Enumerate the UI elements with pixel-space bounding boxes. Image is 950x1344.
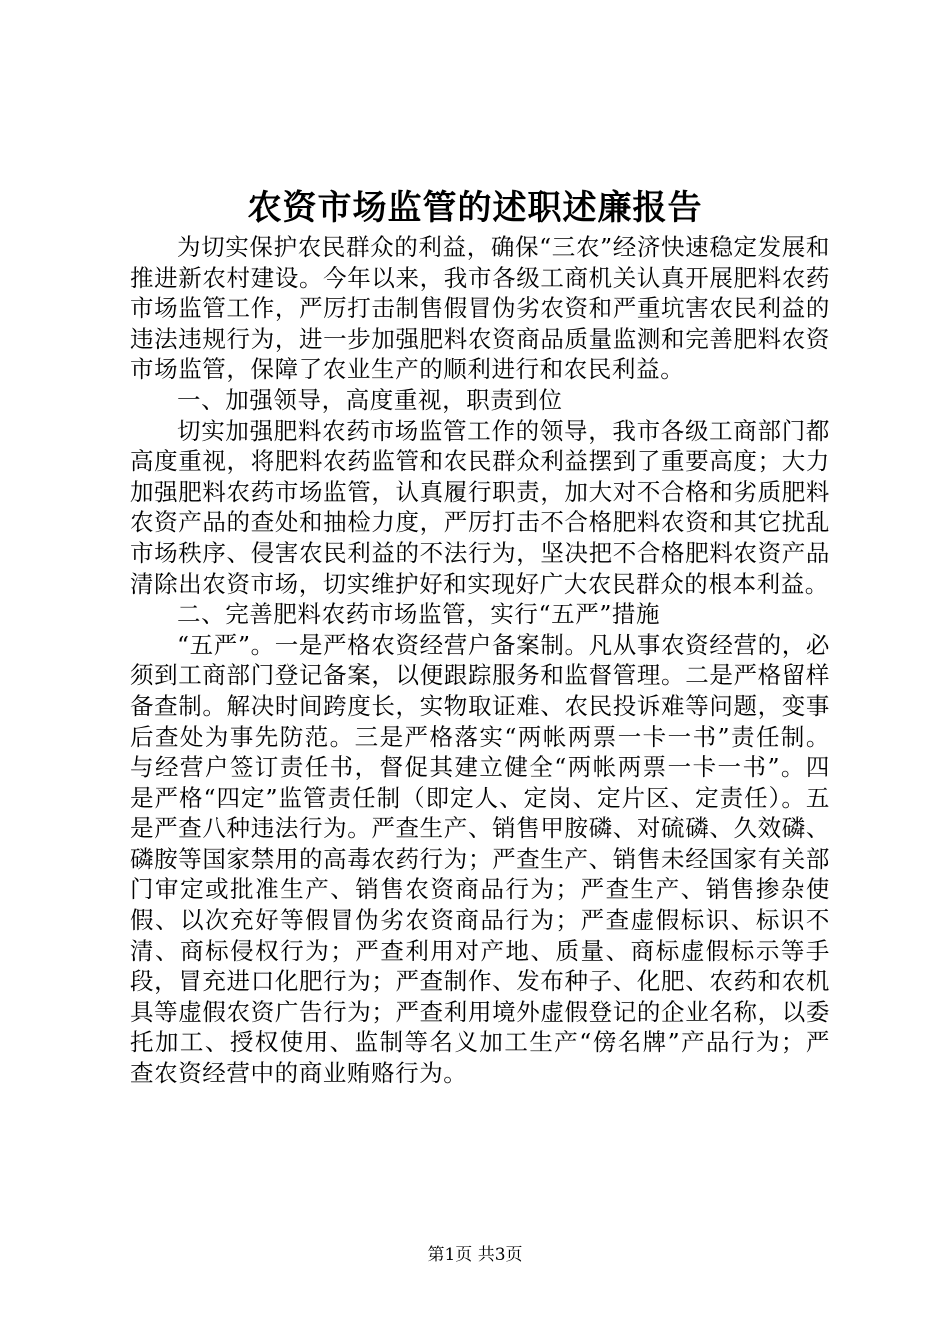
section-heading-1: 一、加强领导，高度重视，职责到位: [177, 385, 563, 414]
section-heading-2: 二、完善肥料农药市场监管，实行“五严”措施: [177, 600, 661, 629]
document-body: [130, 232, 830, 1089]
paragraph-section-2: “五严”。一是严格农资经营户备案制。凡从事农资经营的，必须到工商部门登记备案，以便跟踪服务和监督管理。二是严格留样备查制。解决时间跨度长，实物取证难、农民投诉难等问题，变事后查处为事先防范。三是严格落实“两帐两票一卡一书”责任制。与经营户签订责任书，督促其建立健全“两帐两票一卡一书”。四是严格“四定”监管责任制（即定人、定岗、定片区、定责任）。五是严查八种违法行为。严查生产、销售甲胺磷、对硫磷、久效磷、磷胺等国家禁用的高毒农药行为；严查生产、销售未经国家有关部门审定或批准生产、销售农资商品行为；严查生产、销售掺杂使假、以次充好等假冒伪劣农资商品行为；严查虚假标识、标识不清、商标侵权行为；严查利用对产地、质量、商标虚假标示等手段，冒充进口化肥行为；严查制作、发布种子、化肥、农药和农机具等虚假农资广告行为；严查利用境外虚假登记的企业名称，以委托加工、授权使用、监制等名义加工生产“傍名牌”产品行为；严查农资经营中的商业贿赂行为。: [130, 630, 830, 1088]
paragraph-section-1: 切实加强肥料农药市场监管工作的领导，我市各级工商部门都高度重视，将肥料农药监管和农民群众利益摆到了重要高度；大力加强肥料农药市场监管，认真履行职责，加大对不合格和劣质肥料农资产品的查处和抽检力度，严厉打击不合格肥料农资和其它扰乱市场秩序、侵害农民利益的不法行为，坚决把不合格肥料农资产品清除出农资市场，切实维护好和实现好广大农民群众的根本利益。: [130, 416, 830, 598]
paragraph-intro: 为切实保护农民群众的利益，确保“三农”经济快速稳定发展和推进新农村建设。今年以来，我市各级工商机关认真开展肥料农药市场监管工作，严厉打击制售假冒伪劣农资和严重坑害农民利益的违法违规行为，进一步加强肥料农资商品质量监测和完善肥料农资市场监管，保障了农业生产的顺利进行和农民利益。: [130, 233, 830, 384]
document-title: 农资市场监管的述职述廉报告: [247, 188, 703, 228]
page-number-footer: 第1页 共3页: [427, 1245, 523, 1265]
